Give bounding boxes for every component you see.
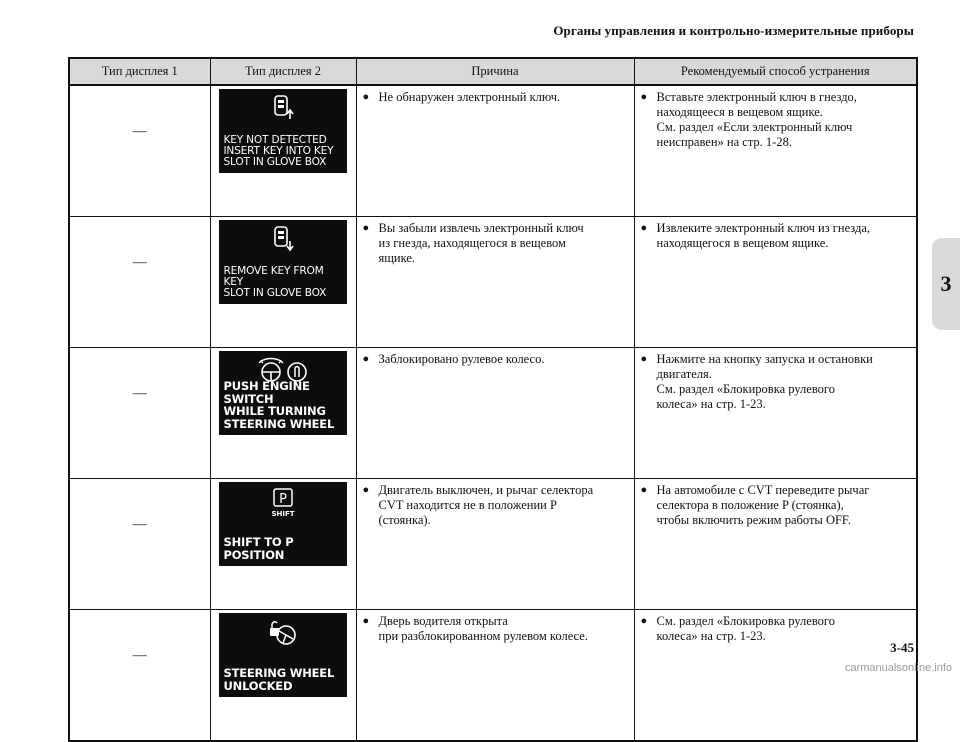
remedy-text: Вставьте электронный ключ в гнездо, находящееся в вещевом ящике. См. раздел «Если электронный ключ неисправен» на стр. 1-28. xyxy=(656,90,857,149)
page-header-title: Органы управления и контрольно-измерительные приборы xyxy=(553,23,914,38)
cause-cell xyxy=(356,85,634,217)
remedy-cell xyxy=(634,85,917,217)
table-row xyxy=(69,217,917,348)
cause-text: Вы забыли извлечь электронный ключ из гнезда, находящегося в вещевом ящике. xyxy=(378,221,584,265)
cause-text: Не обнаружен электронный ключ. xyxy=(378,90,561,104)
display-type-2-cell xyxy=(210,610,356,742)
table-row xyxy=(69,85,917,217)
remedy-text: См. раздел «Блокировка рулевого колеса» на стр. 1-23. xyxy=(656,614,835,643)
shift-label: SHIFT xyxy=(270,510,295,518)
cause-cell xyxy=(356,348,634,479)
column-header-display-type-1: Тип дисплея 1 xyxy=(69,58,210,85)
bullet-icon: ● xyxy=(640,484,648,496)
bullet-icon: ● xyxy=(640,353,648,365)
bullet-icon: ● xyxy=(640,91,648,103)
cause-text: Заблокировано рулевое колесо. xyxy=(378,352,545,366)
display-message: STEERING WHEEL UNLOCKED xyxy=(223,666,335,693)
column-header-remedy: Рекомендуемый способ устранения xyxy=(634,58,917,85)
chapter-tab[interactable]: 3 xyxy=(932,238,960,330)
remedy-text: Извлеките электронный ключ из гнезда, находящегося в вещевом ящике. xyxy=(656,221,871,250)
table-row xyxy=(69,479,917,610)
watermark: carmanualsonline.info xyxy=(844,662,952,674)
display-type-1-cell: — xyxy=(69,348,210,479)
column-header-display-type-2: Тип дисплея 2 xyxy=(210,58,356,85)
cause-cell xyxy=(356,479,634,610)
table-row xyxy=(69,348,917,479)
display-screen xyxy=(219,89,347,173)
bullet-icon: ● xyxy=(640,222,648,234)
messages-table xyxy=(68,57,918,742)
display-type-2-cell xyxy=(210,217,356,348)
display-message: KEY NOT DETECTED INSERT KEY INTO KEY SLOT IN GLOVE BOX xyxy=(223,134,334,168)
display-type-1-cell: — xyxy=(69,479,210,610)
display-message: SHIFT TO P POSITION xyxy=(223,535,294,562)
bullet-icon: ● xyxy=(362,615,370,627)
column-header-cause: Причина xyxy=(356,58,634,85)
bullet-icon: ● xyxy=(362,91,370,103)
table-header-row xyxy=(69,58,917,85)
display-screen xyxy=(219,220,347,304)
key-fob-down-arrow-icon xyxy=(219,226,347,252)
display-type-1-cell: — xyxy=(69,217,210,348)
p-label: P xyxy=(278,492,287,507)
key-fob-up-arrow-icon xyxy=(219,95,347,121)
p-shift-icon xyxy=(219,488,347,518)
cause-cell xyxy=(356,217,634,348)
display-type-2-cell xyxy=(210,479,356,610)
bullet-icon: ● xyxy=(362,222,370,234)
cause-text: Дверь водителя открыта при разблокированном рулевом колесе. xyxy=(378,614,588,643)
bullet-icon: ● xyxy=(362,353,370,365)
display-type-2-cell xyxy=(210,85,356,217)
display-message: PUSH ENGINE SWITCH WHILE TURNING STEERING WHEEL xyxy=(223,379,335,431)
remedy-cell xyxy=(634,217,917,348)
page-number: 3-45 xyxy=(890,640,914,655)
remedy-cell xyxy=(634,348,917,479)
display-type-1-cell: — xyxy=(69,610,210,742)
display-type-1-cell: — xyxy=(69,85,210,217)
display-screen xyxy=(219,482,347,566)
remedy-cell xyxy=(634,479,917,610)
display-screen xyxy=(219,613,347,697)
table-row xyxy=(69,610,917,742)
remedy-text: На автомобиле с CVT переведите рычаг селектора в положение P (стоянка), чтобы включить режим работы OFF. xyxy=(656,483,870,527)
display-type-2-cell xyxy=(210,348,356,479)
remedy-text: Нажмите на кнопку запуска и остановки двигателя. См. раздел «Блокировка рулевого колеса» на стр. 1-23. xyxy=(656,352,873,411)
display-screen xyxy=(219,351,347,435)
steering-wheel-unlocked-icon xyxy=(219,619,347,647)
cause-cell xyxy=(356,610,634,742)
remedy-cell xyxy=(634,610,917,742)
bullet-icon: ● xyxy=(640,615,648,627)
bullet-icon: ● xyxy=(362,484,370,496)
cause-text: Двигатель выключен, и рычаг селектора CVT находится не в положении P (стоянка). xyxy=(378,483,594,527)
display-message: REMOVE KEY FROM KEY SLOT IN GLOVE BOX xyxy=(223,265,327,299)
